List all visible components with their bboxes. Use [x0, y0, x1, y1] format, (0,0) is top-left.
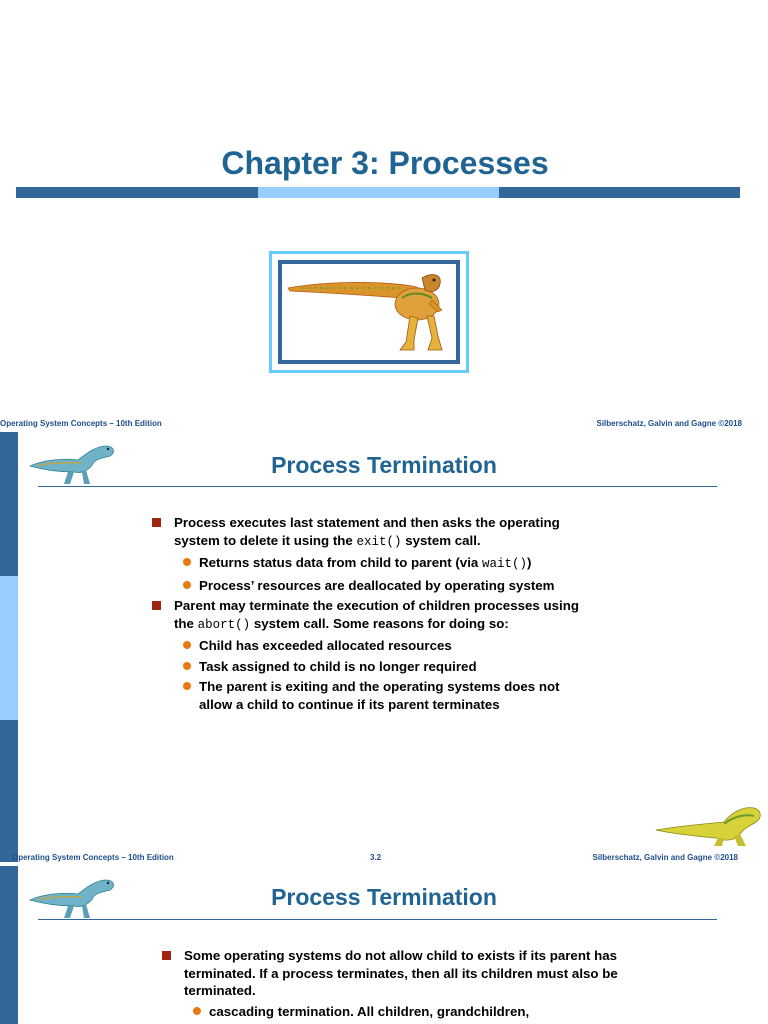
round-bullet-icon	[183, 682, 191, 690]
list-item: Task assigned to child is no longer required	[150, 658, 590, 676]
list-item: Parent may terminate the execution of children processes using the abort() system call. Some reasons for doing so:	[150, 597, 590, 634]
list-item: Child has exceeded allocated resources	[150, 637, 590, 655]
square-bullet-icon	[152, 518, 161, 527]
title-bar-left	[16, 187, 258, 198]
round-bullet-icon	[183, 581, 191, 589]
title-bar-right	[499, 187, 740, 198]
slide-title: Process Termination	[271, 452, 497, 478]
dinosaur-illustration	[282, 264, 460, 364]
title-slide	[0, 0, 768, 428]
list-item: Some operating systems do not allow child to exists if its parent has terminated. If a process terminates, then all its children must also be terminated.	[160, 947, 620, 1000]
title-bar-middle	[258, 187, 499, 198]
list-item: Process executes last statement and then asks the operating system to delete it using the exit() system call.	[150, 514, 590, 551]
code-exit: exit()	[356, 534, 402, 549]
list-item: Returns status data from child to parent (via wait())	[150, 554, 590, 574]
square-bullet-icon	[162, 951, 171, 960]
list-item: Process’ resources are deallocated by operating system	[150, 577, 590, 595]
code-wait: wait()	[481, 557, 527, 571]
dinosaur-corner-icon	[654, 800, 764, 848]
list-item: cascading termination. All children, grandchildren,	[160, 1003, 620, 1021]
bullet-list	[160, 947, 620, 1023]
slide-title: Process Termination	[271, 884, 497, 910]
process-termination-slide-2	[0, 866, 768, 1024]
page-number: 3.2	[370, 853, 382, 862]
footer-left: Operating System Concepts – 10th Edition	[12, 853, 174, 862]
footer-right: Silberschatz, Galvin and Gagne ©2018	[596, 419, 742, 428]
square-bullet-icon	[152, 601, 161, 610]
code-abort: abort()	[197, 617, 251, 632]
side-strip-bottom	[0, 720, 18, 862]
title-underline	[38, 486, 717, 487]
title-underline	[38, 919, 717, 920]
round-bullet-icon	[183, 641, 191, 649]
bullet-list	[150, 514, 590, 716]
side-strip-middle	[0, 576, 18, 720]
footer-left: Operating System Concepts – 10th Edition	[0, 419, 162, 428]
list-item: The parent is exiting and the operating systems does not allow a child to continue if its parent terminates	[150, 678, 590, 713]
process-termination-slide-1	[0, 432, 768, 862]
dinosaur-image-frame	[269, 251, 469, 373]
chapter-title: Chapter 3: Processes	[221, 145, 549, 181]
round-bullet-icon	[183, 558, 191, 566]
round-bullet-icon	[193, 1007, 201, 1015]
round-bullet-icon	[183, 662, 191, 670]
footer-right: Silberschatz, Galvin and Gagne ©2018	[592, 853, 738, 862]
